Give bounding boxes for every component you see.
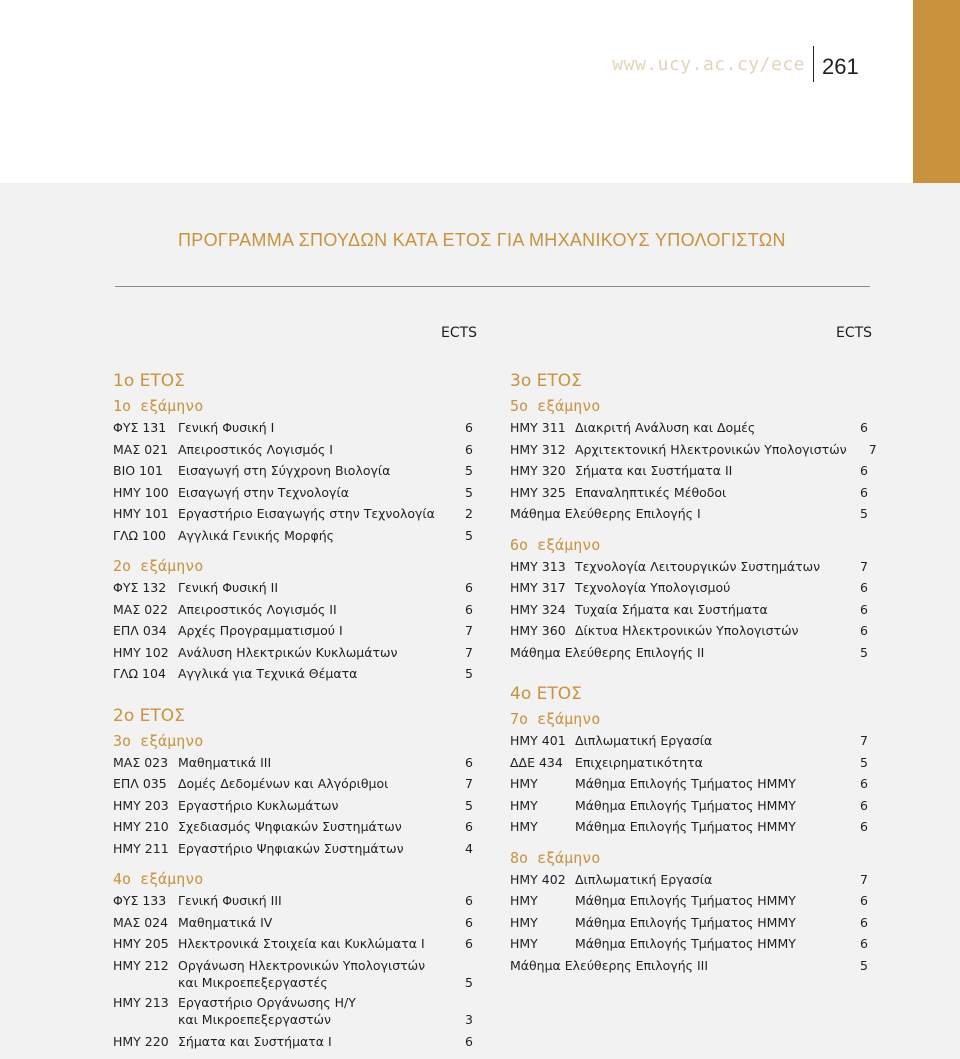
course-row: [510, 869, 868, 891]
course-name: Δομές Δεδομένων και Αλγόριθμοι: [178, 776, 389, 791]
course-code: ΗΜΥ 203: [113, 797, 169, 813]
course-code: ΗΜΥ 102: [113, 644, 169, 660]
course-ects: 6: [465, 754, 473, 770]
course-row: [113, 994, 473, 1029]
semester-heading: 4ο εξάμηνο: [113, 870, 204, 888]
course-ects: 6: [465, 601, 473, 617]
right-column: [510, 367, 877, 976]
elective-row: [510, 503, 868, 525]
course-name: [178, 957, 443, 992]
page-number: 261: [822, 54, 859, 79]
course-list: [113, 577, 473, 685]
course-code: ΗΜΥ 211: [113, 840, 169, 856]
course-code: ΗΜΥ 212: [113, 957, 169, 973]
course-code: ΦΥΣ 131: [113, 420, 167, 435]
course-code: ΜΑΣ 023: [113, 754, 169, 770]
year-heading: 2ο ΕΤΟΣ: [113, 705, 185, 726]
course-ects: 5: [465, 666, 473, 681]
course-name: Μάθημα Επιλογής Τμήματος ΗΜΜΥ: [575, 914, 796, 930]
course-code: ΗΜΥ: [510, 914, 538, 930]
course-ects: 5: [860, 506, 868, 521]
elective-row: [510, 642, 868, 664]
course-ects: 6: [465, 819, 473, 834]
course-name: Αρχιτεκτονική Ηλεκτρονικών Υπολογιστών: [575, 441, 847, 457]
course-name: Μάθημα Επιλογής Τμήματος ΗΜΜΥ: [575, 776, 796, 791]
course-code: ΒΙΟ 101: [113, 463, 163, 478]
course-code: ΓΛΩ 100: [113, 527, 166, 543]
course-name: Μάθημα Ελεύθερης Επιλογής Ι: [510, 506, 701, 521]
course-ects: 7: [860, 558, 868, 574]
course-name: [178, 994, 443, 1029]
header-divider: [813, 46, 814, 82]
course-row: [113, 773, 473, 795]
course-row: [113, 460, 473, 482]
course-name: Διπλωματική Εργασία: [575, 871, 713, 887]
course-ects: 6: [860, 484, 868, 500]
semester-heading: 6ο εξάμηνο: [510, 535, 601, 554]
course-name: Διπλωματική Εργασία: [575, 733, 713, 748]
elective-row: [510, 955, 868, 977]
course-row: [113, 933, 473, 955]
course-code: ΗΜΥ 360: [510, 623, 566, 638]
course-name: Απειροστικός Λογισμός ΙΙ: [178, 601, 337, 617]
course-row: [510, 912, 868, 934]
course-row: [510, 795, 868, 817]
course-row: [510, 816, 868, 838]
course-name-line: και Μικροεπεξεργαστών: [178, 1012, 332, 1027]
left-column: [113, 367, 473, 1052]
course-name: Ηλεκτρονικά Στοιχεία και Κυκλώματα Ι: [178, 936, 425, 951]
course-code: ΗΜΥ 317: [510, 580, 566, 595]
course-ects: 7: [465, 623, 473, 638]
course-ects: 7: [860, 733, 868, 748]
course-name-line: Οργάνωση Ηλεκτρονικών Υπολογιστών: [178, 957, 426, 973]
chapter-tab: [913, 0, 960, 183]
course-code: ΗΜΥ 324: [510, 601, 566, 617]
course-name: Αρχές Προγραμματισμού Ι: [178, 623, 343, 638]
course-name: Τεχνολογία Υπολογισμού: [575, 580, 731, 595]
course-code: ΗΜΥ: [510, 893, 538, 908]
semester-heading: 8ο εξάμηνο: [510, 848, 601, 867]
semester-heading: 2ο εξάμηνο: [113, 557, 204, 575]
course-name: Μάθημα Επιλογής Τμήματος ΗΜΜΥ: [575, 797, 796, 813]
course-name-line: Εργαστήριο Οργάνωσης Η/Υ: [178, 994, 356, 1010]
year-heading: 3ο ΕΤΟΣ: [510, 371, 582, 391]
course-ects: 6: [860, 936, 868, 951]
course-code: ΦΥΣ 133: [113, 893, 167, 908]
course-ects: 6: [860, 914, 868, 930]
course-row: [113, 957, 473, 992]
course-name: Εργαστήριο Εισαγωγής στην Τεχνολογία: [178, 506, 435, 521]
course-row: [510, 439, 877, 461]
course-row: [113, 577, 473, 599]
course-list: [510, 869, 868, 977]
year-heading: 4ο ΕΤΟΣ: [510, 684, 582, 704]
course-ects: 5: [465, 484, 473, 500]
course-code: ΗΜΥ 312: [510, 441, 566, 457]
course-ects: 4: [465, 840, 473, 856]
course-ects: 6: [860, 601, 868, 617]
course-ects: 5: [860, 957, 868, 973]
course-name: Εργαστήριο Κυκλωμάτων: [178, 797, 339, 813]
course-ects: 6: [860, 776, 868, 791]
course-ects: 5: [465, 463, 473, 478]
course-code: ΓΛΩ 104: [113, 666, 166, 681]
course-name: Διακριτή Ανάλυση και Δομές: [575, 420, 756, 435]
course-name: Δίκτυα Ηλεκτρονικών Υπολογιστών: [575, 623, 799, 638]
course-name: Σήματα και Συστήματα ΙΙ: [575, 463, 733, 478]
semester-heading: 7ο εξάμηνο: [510, 710, 601, 728]
course-ects: 6: [465, 580, 473, 595]
course-ects: 7: [465, 776, 473, 791]
course-ects: 7: [860, 871, 868, 887]
course-row: [510, 752, 868, 774]
course-code: ΗΜΥ: [510, 797, 538, 813]
course-row: [510, 599, 868, 621]
course-code: ΜΑΣ 021: [113, 441, 169, 457]
course-code: ΗΜΥ: [510, 819, 538, 834]
course-name: Εργαστήριο Ψηφιακών Συστημάτων: [178, 840, 404, 856]
course-name: Μάθημα Επιλογής Τμήματος ΗΜΜΥ: [575, 819, 796, 834]
course-code: ΗΜΥ 402: [510, 871, 566, 887]
semester-heading: 1ο εξάμηνο: [113, 397, 204, 415]
course-row: [510, 577, 868, 599]
course-name: Αγγλικά για Τεχνικά Θέματα: [178, 666, 358, 681]
course-code: ΜΑΣ 022: [113, 601, 169, 617]
course-ects: 6: [465, 936, 473, 951]
course-ects: 6: [860, 893, 868, 908]
course-row: [113, 482, 473, 504]
course-code: ΗΜΥ 210: [113, 819, 169, 834]
course-list: [113, 417, 473, 546]
course-row: [510, 556, 868, 578]
site-url: www.ucy.ac.cy/ece: [612, 54, 805, 75]
course-code: ΦΥΣ 132: [113, 580, 167, 595]
ects-header-left: ECTS: [441, 325, 478, 341]
course-row: [510, 460, 868, 482]
course-name: Εισαγωγή στη Σύγχρονη Βιολογία: [178, 463, 391, 478]
page-header: [0, 0, 960, 183]
course-name: Ανάλυση Ηλεκτρικών Κυκλωμάτων: [178, 644, 398, 660]
year-heading: 1ο ΕΤΟΣ: [113, 371, 185, 391]
course-name: Εισαγωγή στην Τεχνολογία: [178, 484, 349, 500]
course-name: Μαθηματικά ΙΙΙ: [178, 754, 272, 770]
course-list: [113, 752, 473, 860]
course-ects: 7: [868, 441, 877, 457]
course-row: [113, 417, 473, 439]
course-ects: 5: [465, 527, 473, 543]
course-row: [113, 525, 473, 547]
course-name-line: και Μικροεπεξεργαστές: [178, 975, 328, 990]
course-row: [113, 795, 473, 817]
course-ects: 6: [465, 441, 473, 457]
course-ects: 6: [465, 1033, 473, 1049]
course-code: ΗΜΥ: [510, 776, 538, 791]
course-row: [113, 890, 473, 912]
course-row: [113, 663, 473, 685]
course-name: Επιχειρηματικότητα: [575, 754, 703, 770]
course-ects: 5: [465, 975, 473, 990]
course-name: Γενική Φυσική ΙΙ: [178, 580, 279, 595]
course-code: ΗΜΥ 213: [113, 994, 169, 1010]
course-name: Απειροστικός Λογισμός Ι: [178, 441, 333, 457]
course-name: Μάθημα Ελεύθερης Επιλογής ΙΙΙ: [510, 957, 709, 973]
course-name: Τυχαία Σήματα και Συστήματα: [575, 601, 768, 617]
course-ects: 6: [860, 580, 868, 595]
course-code: ΕΠΛ 035: [113, 776, 167, 791]
course-row: [113, 503, 473, 525]
course-row: [510, 933, 868, 955]
course-code: ΗΜΥ 325: [510, 484, 566, 500]
course-ects: 6: [465, 914, 473, 930]
course-code: ΗΜΥ 313: [510, 558, 566, 574]
course-code: ΔΔΕ 434: [510, 754, 563, 770]
course-name: Μάθημα Ελεύθερης Επιλογής ΙΙ: [510, 644, 705, 660]
course-row: [113, 439, 473, 461]
course-row: [510, 730, 868, 752]
course-name: Μαθηματικά ΙV: [178, 914, 273, 930]
course-ects: 6: [465, 420, 473, 435]
course-name: Σχεδιασμός Ψηφιακών Συστημάτων: [178, 819, 402, 834]
course-row: [510, 482, 868, 504]
course-name: Μάθημα Επιλογής Τμήματος ΗΜΜΥ: [575, 936, 796, 951]
course-row: [510, 890, 868, 912]
course-name: Σήματα και Συστήματα Ι: [178, 1033, 332, 1049]
course-row: [113, 1031, 473, 1053]
course-code: ΗΜΥ 205: [113, 936, 169, 951]
course-row: [113, 620, 473, 642]
semester-heading: 5ο εξάμηνο: [510, 397, 601, 415]
course-ects: 5: [465, 797, 473, 813]
course-list: [510, 417, 877, 525]
course-code: ΜΑΣ 024: [113, 914, 169, 930]
course-ects: 5: [860, 644, 868, 660]
course-row: [510, 773, 868, 795]
course-ects: 5: [860, 754, 868, 770]
course-row: [510, 620, 868, 642]
course-code: ΗΜΥ 101: [113, 506, 169, 521]
course-row: [510, 417, 868, 439]
course-row: [113, 816, 473, 838]
course-row: [113, 599, 473, 621]
course-code: ΗΜΥ 220: [113, 1033, 169, 1049]
course-list: [113, 890, 473, 1052]
course-ects: 7: [465, 644, 473, 660]
course-ects: 6: [465, 893, 473, 908]
course-row: [113, 752, 473, 774]
course-name: Γενική Φυσική Ι: [178, 420, 275, 435]
course-ects: 6: [860, 463, 868, 478]
course-code: ΗΜΥ 320: [510, 463, 566, 478]
course-row: [113, 838, 473, 860]
course-ects: 6: [860, 797, 868, 813]
page-title: ΠΡΟΓΡΑΜΜΑ ΣΠΟΥΔΩΝ ΚΑΤΑ ΕΤΟΣ ΓΙΑ ΜΗΧΑΝΙΚΟΥΣ ΥΠΟΛΟΓΙΣΤΩΝ: [178, 230, 786, 250]
title-divider: [115, 286, 870, 287]
course-ects: 6: [860, 623, 868, 638]
course-code: ΕΠΛ 034: [113, 623, 167, 638]
course-code: ΗΜΥ 311: [510, 420, 566, 435]
course-code: ΗΜΥ: [510, 936, 538, 951]
course-name: Τεχνολογία Λειτουργικών Συστημάτων: [575, 558, 821, 574]
course-ects: 3: [465, 1012, 473, 1027]
course-row: [113, 912, 473, 934]
course-code: ΗΜΥ 100: [113, 484, 169, 500]
course-list: [510, 730, 868, 838]
course-name: Αγγλικά Γενικής Μορφής: [178, 527, 334, 543]
course-code: ΗΜΥ 401: [510, 733, 566, 748]
course-ects: 2: [465, 506, 473, 521]
course-ects: 6: [860, 420, 868, 435]
course-list: [510, 556, 868, 664]
course-name: Επαναληπτικές Μέθοδοι: [575, 484, 727, 500]
ects-header-right: ECTS: [836, 325, 873, 341]
course-row: [113, 642, 473, 664]
course-name: Γενική Φυσική ΙΙΙ: [178, 893, 282, 908]
course-name: Μάθημα Επιλογής Τμήματος ΗΜΜΥ: [575, 893, 796, 908]
semester-heading: 3ο εξάμηνο: [113, 731, 204, 750]
course-ects: 6: [860, 819, 868, 834]
